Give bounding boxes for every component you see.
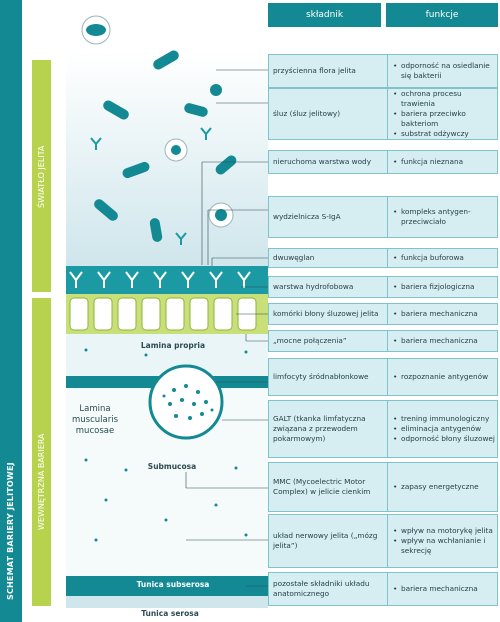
component-cell: MMC (Mycoelectric Motor Complex) w jelicie cienkim: [273, 477, 371, 496]
function-item: • zapasy energetyczne: [392, 482, 495, 492]
function-item: • trening immunologiczny: [392, 414, 495, 424]
table-row: [268, 400, 498, 458]
table-row: [268, 358, 498, 396]
functions-cell: [392, 55, 495, 87]
component-cell: nieruchoma warstwa wody: [273, 157, 372, 167]
function-item: • bariera mechaniczna: [392, 584, 495, 594]
functions-cell: [392, 197, 495, 237]
functions-cell: [392, 515, 495, 567]
lamina-muscularis-label: Lamina muscularis mucosae: [71, 404, 118, 437]
tunica-subserosa-label: Tunica subserosa: [136, 580, 210, 589]
component-cell: wydzielnicza S-IgA: [273, 212, 341, 222]
function-item: • wpływ na wchłanianie i sekrecję: [392, 536, 495, 556]
row-divider: [387, 515, 388, 567]
row-divider: [387, 249, 388, 267]
submucosa-label: Submucosa: [147, 462, 197, 471]
table-row: [268, 330, 498, 352]
row-divider: [387, 331, 388, 351]
table-row: [268, 248, 498, 268]
table-row: [268, 303, 498, 325]
function-item: • bariera mechaniczna: [392, 309, 495, 319]
galt-follicle: [150, 366, 222, 438]
lumen-area: [66, 52, 268, 266]
function-item: • bariera przeciwko bakteriom: [392, 109, 495, 129]
component-cell: przyścienna flora jelita: [273, 66, 356, 76]
row-divider: [387, 359, 388, 395]
component-cell: śluz (śluz jelitowy): [273, 109, 341, 119]
function-item: • funkcja nieznana: [392, 157, 495, 167]
table-row: [268, 150, 498, 174]
row-divider: [387, 197, 388, 237]
intestinal-barrier-diagram: [66, 0, 268, 622]
internal-section-label: WEWNĘTRZNA BARIERA: [37, 433, 46, 530]
table-row: [268, 196, 498, 238]
functions-cell: [392, 331, 495, 351]
function-item: • funkcja buforowa: [392, 253, 495, 263]
function-item: • eliminacja antygenów: [392, 424, 495, 434]
component-cell: układ nerwowy jelita („mózg jelita”): [273, 531, 378, 550]
functions-cell: [392, 463, 495, 511]
component-cell: „mocne połączenia”: [273, 336, 347, 346]
hydrophobic-layer: [66, 266, 268, 294]
function-item: • kompleks antygen-przeciwciało: [392, 207, 495, 227]
row-divider: [387, 55, 388, 87]
function-item: • odporność błony śluzowej: [392, 434, 495, 444]
table-row: [268, 572, 498, 606]
functions-cell: [392, 249, 495, 267]
functions-cell: [392, 359, 495, 395]
component-cell: limfocyty śródnabłonkowe: [273, 372, 369, 382]
outer-title-label: SCHEMAT BARIERY JELITOWEJ: [6, 462, 15, 600]
functions-cell: [392, 304, 495, 324]
function-item: • rozpoznanie antygenów: [392, 372, 495, 382]
component-cell: GALT (tkanka limfatyczna związana z przewodem pokarmowym): [273, 414, 366, 443]
functions-cell: [392, 573, 495, 605]
functions-header: funkcje: [386, 3, 498, 27]
function-item: • wpływ na motorykę jelita: [392, 526, 495, 536]
lamina-propria-label: Lamina propria: [140, 341, 206, 350]
table-row: [268, 276, 498, 298]
component-cell: pozostałe składniki układu anatomicznego: [273, 579, 370, 598]
row-divider: [387, 304, 388, 324]
component-cell: warstwa hydrofobowa: [273, 282, 354, 292]
table-row: [268, 462, 498, 512]
row-divider: [387, 401, 388, 457]
lumen-section-label: ŚWIATŁO JELITA: [37, 145, 46, 208]
table-row: [268, 54, 498, 88]
component-cell: dwuwęglan: [273, 253, 315, 263]
function-item: • ochrona procesu trawienia: [392, 89, 495, 109]
function-item: • bariera mechaniczna: [392, 336, 495, 346]
function-item: • bariera fizjologiczna: [392, 282, 495, 292]
function-item: • odporność na osiedlanie się bakterii: [392, 61, 495, 81]
row-divider: [387, 151, 388, 173]
table-row: [268, 88, 498, 140]
component-header: składnik: [268, 3, 381, 27]
tunica-serosa-label: Tunica serosa: [141, 609, 199, 618]
component-cell: komórki błony śluzowej jelita: [273, 309, 379, 319]
function-item: • substrat odżywczy: [392, 129, 495, 139]
functions-cell: [392, 277, 495, 297]
functions-cell: [392, 151, 495, 173]
row-divider: [387, 573, 388, 605]
row-divider: [387, 463, 388, 511]
tunica-serosa-band: [66, 596, 268, 608]
row-divider: [387, 277, 388, 297]
row-divider: [387, 89, 388, 139]
table-row: [268, 514, 498, 568]
functions-cell: [392, 89, 495, 139]
functions-cell: [392, 401, 495, 457]
